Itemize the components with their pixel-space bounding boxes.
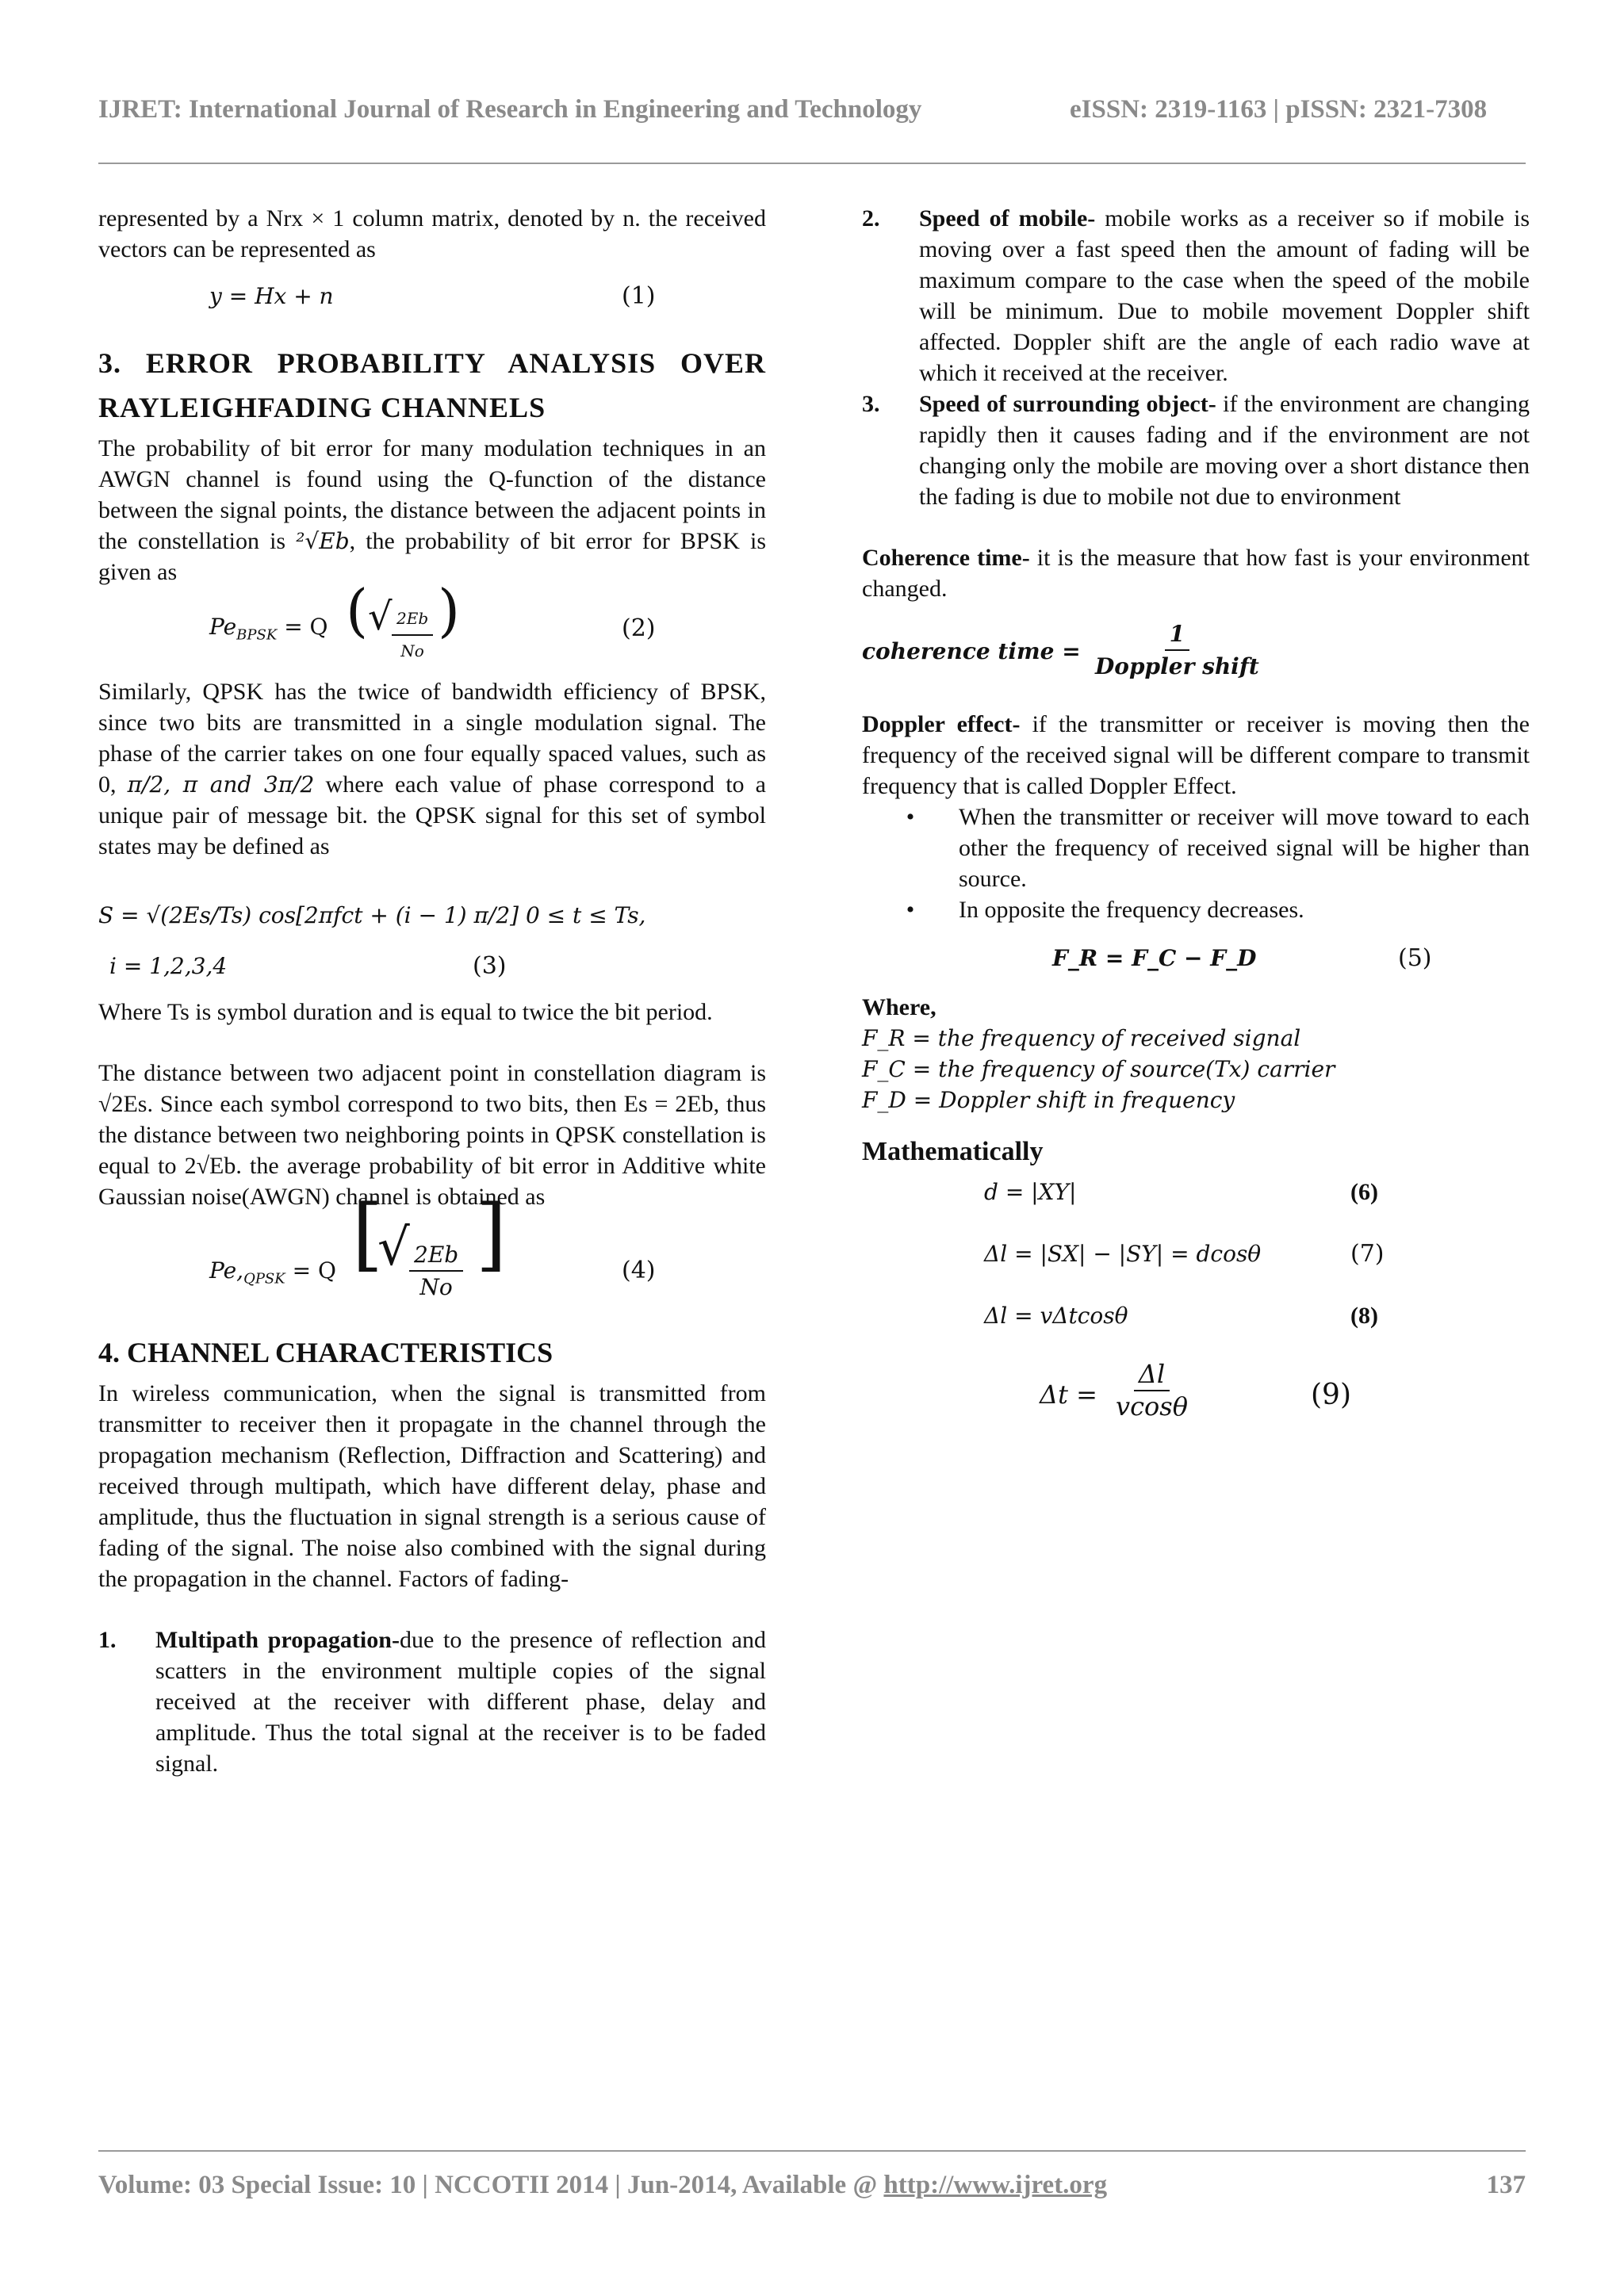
journal-link[interactable]: http://www.ijret.org	[883, 2171, 1108, 2199]
where-fr: F_R = the frequency of received signal	[862, 1025, 1301, 1051]
equation-3: S = √(2Es/Ts) cos[2πfct + (i − 1) π/2] 0 ≤ t ≤ Ts, i = 1,2,3,4 (3)	[98, 902, 646, 980]
journal-title: IJRET: International Journal of Research in Engineering and Technology	[98, 95, 922, 124]
coherence-equation: coherence time = 1 Doppler shift	[862, 604, 1530, 698]
equation-6: d = |XY| (6)	[984, 1179, 1378, 1205]
channel-paragraph: In wireless communication, when the signal is transmitted from transmitter to receiver then it propagate in the channel through the propagation mechanism (Reflection, Diffraction and Scattering) and received through multipath, which have different delay, phase and amplitude, thus the fluctuation in signal strength is a serious cause of fading of the signal. The noise also combined with the signal during the propagation in the channel. Factors of fading-	[98, 1380, 766, 1592]
factor-3: 3. Speed of surrounding object- if the environment are changing rapidly then it causes fading and if the environment are not changing only the mobile are moving over a short distance then the fading is due to mobile not due to environment	[862, 391, 1530, 510]
eq4-fraction: $\frac{2Eb}{No}$	[409, 1239, 463, 1303]
coherence-paragraph: Coherence time- it is the measure that how fast is your environment changed.	[862, 545, 1530, 602]
section-4-heading: 4. CHANNEL CHARACTERISTICS	[98, 1337, 553, 1368]
where-label: Where,	[862, 994, 936, 1020]
where-fc: F_C = the frequency of source(Tx) carrier	[862, 1056, 1335, 1082]
bullet-1: • When the transmitter or receiver will move toward to each other the frequency of received signal will be higher than source.	[906, 804, 1530, 892]
page-number: 137	[1486, 2171, 1526, 2199]
distance-paragraph: The distance between two adjacent point in constellation diagram is √2Es. Since each symbol correspond to two bits, then Es = 2Eb, thus the distance between two neighboring points in QPSK constellation is equal to 2√Eb. the average probability of bit error in Additive white Gaussian noise(AWGN) channel is obtained as	[98, 1060, 766, 1210]
right-column	[862, 203, 1530, 1438]
factor-2: 2. Speed of mobile- mobile works as a receiver so if mobile is moving over a fast speed then the amount of fading will be maximum compare to the case when the speed of the mobile will be minimum. Due to mobile movement Doppler shift affected. Doppler shift are the angle of each radio wave at which it received at the receiver.	[862, 205, 1530, 386]
equation-7: Δl = |SX| − |SY| = dcosθ (7)	[984, 1240, 1385, 1268]
equation-9: Δt = $\frac{\Delta l}{vcos\theta}$ (9)	[1040, 1359, 1351, 1422]
equation-4: $Pe,_{QPSK} = Q$ [ √ $\frac{2Eb}{No}$ ] (4)	[98, 1212, 766, 1331]
equation-5: F_R = F_C − F_D (5)	[1052, 944, 1432, 972]
section-3-heading: 3. ERROR PROBABILITY ANALYSIS OVER RAYLEIGHFADING CHANNELS	[98, 347, 766, 423]
header-rule	[98, 163, 1526, 164]
footer-rule	[98, 2150, 1526, 2152]
equation-8: Δl = vΔtcosθ (8)	[984, 1303, 1378, 1329]
bullet-2: • In opposite the frequency decreases.	[906, 897, 1304, 923]
footer: Volume: 03 Special Issue: 10 | NCCOTII 2014 | Jun-2014, Available @ http://www.ijret.org 137	[98, 2171, 1526, 2199]
mathematically-heading: Mathematically	[862, 1137, 1044, 1166]
qpsk-paragraph: Similarly, QPSK has the twice of bandwidth efficiency of BPSK, since two bits are transmitted in a single modulation signal. The phase of the carrier takes on one four equally spaced values, such as 0, π/2, π and 3π/2 where each value of phase correspond to a unique pair of message bit. the QPSK signal for this set of symbol states may be defined as	[98, 679, 766, 859]
bpsk-paragraph: The probability of bit error for many modulation techniques in an AWGN channel is found using the Q-function of the distance between the signal points, the distance between the adjacent points in the constellation is ²√Eb, the probability of bit error for BPSK is given as	[98, 435, 766, 585]
left-column	[98, 203, 766, 1779]
equation-1: y = Hx + n (1)	[209, 282, 656, 310]
equation-2: $Pe_{BPSK} = Q$ ( √ $\frac{2Eb}{No}$ ) (2)	[98, 587, 766, 676]
eq9-fraction: $\frac{\Delta l}{vcos\theta}$	[1116, 1359, 1188, 1422]
coherence-fraction: 1 Doppler shift	[1095, 618, 1259, 682]
factor-1: 1. Multipath propagation-due to the presence of reflection and scatters in the environment multiple copies of the signal received at the receiver with different phase, delay and amplitude. Thus the total signal at the receiver is to be faded signal.	[98, 1627, 766, 1777]
doppler-paragraph: Doppler effect- if the transmitter or receiver is moving then the frequency of the received signal will be different compare to transmit frequency that is called Doppler Effect.	[862, 711, 1530, 799]
where-fd: F_D = Doppler shift in frequency	[862, 1087, 1235, 1113]
eq2-fraction: $\frac{2Eb}{No}$	[392, 603, 433, 667]
issn-info: eISSN: 2319-1163 | pISSN: 2321-7308	[1070, 95, 1488, 124]
intro-paragraph: represented by a Nrx × 1 column matrix, denoted by n. the received vectors can be represented as	[98, 205, 766, 262]
ts-paragraph: Where Ts is symbol duration and is equal to twice the bit period.	[98, 999, 713, 1025]
